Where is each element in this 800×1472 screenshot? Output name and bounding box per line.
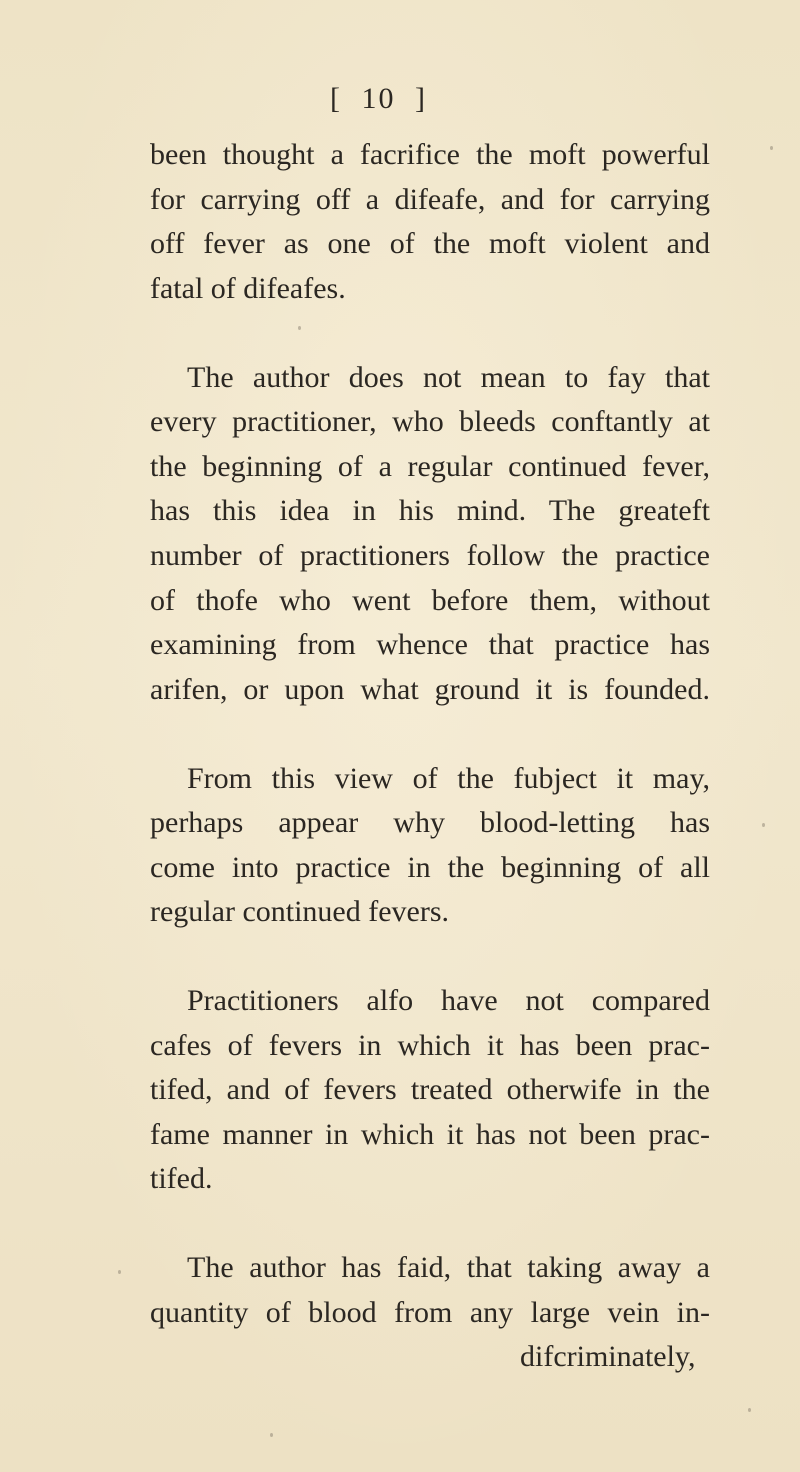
text-line: off fever as one of the moft violent and [150, 227, 710, 260]
text-line: fame manner in which it has not been prac- [150, 1118, 710, 1151]
paper-speck [748, 1408, 751, 1412]
text-line: come into practice in the beginning of all [150, 851, 710, 884]
text-line: the beginning of a regular continued fever, [150, 450, 710, 483]
paper-speck [118, 1270, 121, 1274]
paper-speck [770, 146, 773, 150]
text-line: arifen, or upon what ground it is founded. [150, 673, 710, 706]
text-line: fatal of difeafes. [150, 272, 346, 305]
text-line: been thought a facrifice the moft powerful [150, 138, 710, 171]
text-line: From this view of the fubject it may, [187, 762, 710, 795]
text-line: every practitioner, who bleeds conftantly at [150, 405, 710, 438]
text-line: regular continued fevers. [150, 895, 450, 928]
page-number-header: [ 10 ] [330, 82, 427, 115]
text-line: number of practitioners follow the practice [150, 539, 710, 572]
paper-speck [762, 823, 765, 827]
text-line: The author has faid, that taking away a [187, 1251, 710, 1284]
text-line: tifed, and of fevers treated otherwife in the [150, 1073, 710, 1106]
paper-speck [270, 1433, 273, 1437]
text-line: quantity of blood from any large vein in- [150, 1296, 710, 1329]
catchword: difcriminately, [520, 1340, 696, 1373]
text-line: Practitioners alfo have not compared [187, 984, 710, 1017]
text-line: cafes of fevers in which it has been prac- [150, 1029, 710, 1062]
text-line: The author does not mean to fay that [187, 361, 710, 394]
paper-speck [298, 326, 301, 330]
text-line: for carrying off a difeafe, and for carrying [150, 183, 710, 216]
text-line: examining from whence that practice has [150, 628, 710, 661]
text-line: has this idea in his mind. The greateft [150, 494, 710, 527]
text-line: perhaps appear why blood-letting has [150, 806, 710, 839]
text-line: of thofe who went before them, without [150, 584, 710, 617]
text-line: tifed. [150, 1162, 213, 1195]
